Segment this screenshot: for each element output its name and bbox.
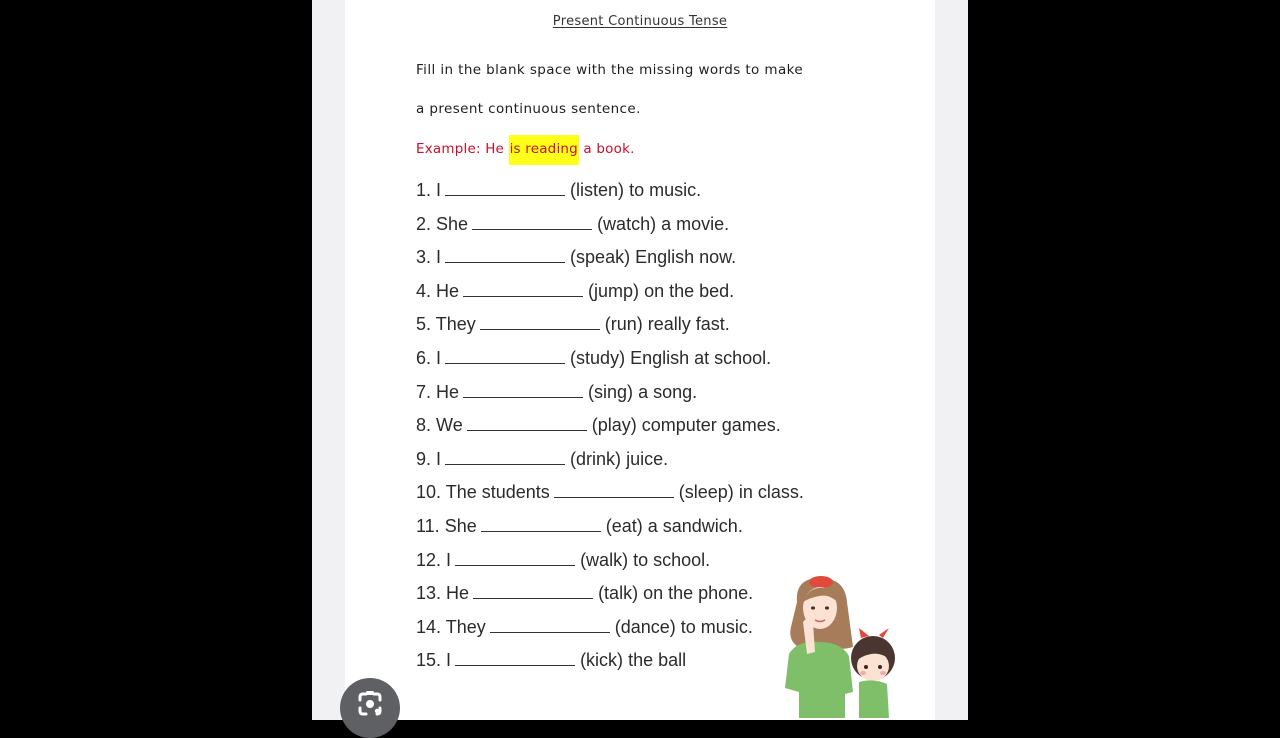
answer-blank [467, 413, 587, 431]
answer-blank [480, 312, 600, 330]
item-subject: The students [445, 482, 550, 503]
item-subject: I [436, 180, 442, 200]
item-verb: (sleep) [678, 482, 734, 503]
answer-blank [472, 212, 592, 230]
item-verb: (run) [604, 314, 643, 335]
item-rest: in class. [738, 482, 804, 503]
answer-blank [445, 346, 565, 364]
item-rest: to music. [680, 616, 753, 637]
answer-blank [445, 178, 565, 196]
exercise-item [416, 648, 804, 682]
item-verb: (drink) [570, 448, 622, 469]
example-prefix: Example: He [416, 141, 509, 157]
exercise-item [416, 581, 804, 615]
item-number: 9. [416, 448, 432, 469]
item-number: 7. [416, 381, 432, 402]
item-subject: He [436, 280, 460, 301]
answer-blank [554, 480, 674, 498]
item-number: 14. [416, 616, 442, 637]
item-rest: a sandwich. [647, 515, 743, 536]
item-rest: really fast. [647, 314, 730, 335]
item-number: 6. [416, 347, 432, 368]
item-rest: to school. [633, 549, 711, 570]
item-verb: (talk) [598, 583, 639, 604]
item-subject: We [436, 415, 463, 436]
answer-blank [445, 447, 565, 465]
example-sentence [416, 141, 635, 157]
item-rest: the ball [628, 650, 687, 671]
item-number: 5. [416, 314, 432, 335]
answer-blank [455, 648, 575, 666]
item-verb: (study) [570, 347, 626, 368]
worksheet-title: Present Continuous Tense [552, 14, 728, 29]
exercise-item [416, 212, 804, 246]
item-rest: to music. [629, 180, 702, 200]
exercise-item [416, 312, 804, 346]
answer-blank [490, 615, 610, 633]
exercise-item [416, 447, 804, 481]
item-verb: (eat) [605, 515, 643, 536]
item-number: 13. [416, 583, 442, 604]
item-number: 10. [416, 482, 442, 503]
item-verb: (walk) [580, 549, 629, 570]
exercise-item [416, 245, 804, 279]
item-rest: juice. [626, 448, 669, 469]
exercise-item [416, 548, 804, 582]
exercise-item [416, 413, 804, 447]
item-number: 8. [416, 415, 432, 436]
item-rest: on the bed. [644, 280, 735, 301]
answer-blank [445, 245, 565, 263]
item-subject: I [446, 650, 452, 671]
mother-child-illustration [775, 572, 905, 720]
item-rest: a song. [638, 381, 698, 402]
item-number: 12. [416, 549, 442, 570]
instructions-line-2: a present continuous sentence. [416, 101, 641, 117]
item-subject: He [446, 583, 470, 604]
item-rest: computer games. [641, 415, 781, 436]
exercise-item [416, 615, 804, 649]
exercise-item [416, 346, 804, 380]
example-highlight: is reading [509, 135, 579, 165]
exercise-list [416, 178, 804, 682]
item-number: 3. [416, 247, 432, 268]
item-verb: (listen) [570, 180, 625, 200]
item-rest: English now. [635, 247, 737, 268]
item-number: 15. [416, 650, 442, 671]
item-number: 1. [416, 180, 432, 200]
item-subject: They [445, 616, 486, 637]
item-subject: I [436, 448, 442, 469]
item-subject: She [444, 515, 477, 536]
item-subject: I [446, 549, 452, 570]
exercise-item [416, 514, 804, 548]
item-rest: a movie. [661, 213, 730, 234]
item-verb: (dance) [614, 616, 676, 637]
item-subject: He [436, 381, 460, 402]
item-rest: on the phone. [643, 583, 754, 604]
item-number: 4. [416, 280, 432, 301]
example-suffix: a book. [578, 141, 635, 157]
exercise-item [416, 380, 804, 414]
answer-blank [481, 514, 601, 532]
google-lens-icon [354, 688, 386, 720]
item-verb: (jump) [588, 280, 640, 301]
answer-blank [473, 581, 593, 599]
exercise-item [416, 480, 804, 514]
item-number: 11. [416, 515, 440, 536]
item-subject: They [435, 314, 476, 335]
exercise-item [416, 178, 804, 212]
item-subject: I [436, 247, 442, 268]
item-verb: (watch) [597, 213, 657, 234]
item-subject: I [436, 347, 442, 368]
item-number: 2. [416, 213, 432, 234]
exercise-item [416, 279, 804, 313]
item-verb: (speak) [570, 247, 631, 268]
item-verb: (play) [591, 415, 637, 436]
answer-blank [463, 279, 583, 297]
answer-blank [455, 548, 575, 566]
instructions-line-1: Fill in the blank space with the missing words to make [416, 62, 804, 78]
item-verb: (kick) [580, 650, 624, 671]
item-rest: English at school. [630, 347, 772, 368]
item-subject: She [436, 213, 469, 234]
answer-blank [463, 380, 583, 398]
item-verb: (sing) [588, 381, 634, 402]
lens-button[interactable] [340, 678, 400, 738]
